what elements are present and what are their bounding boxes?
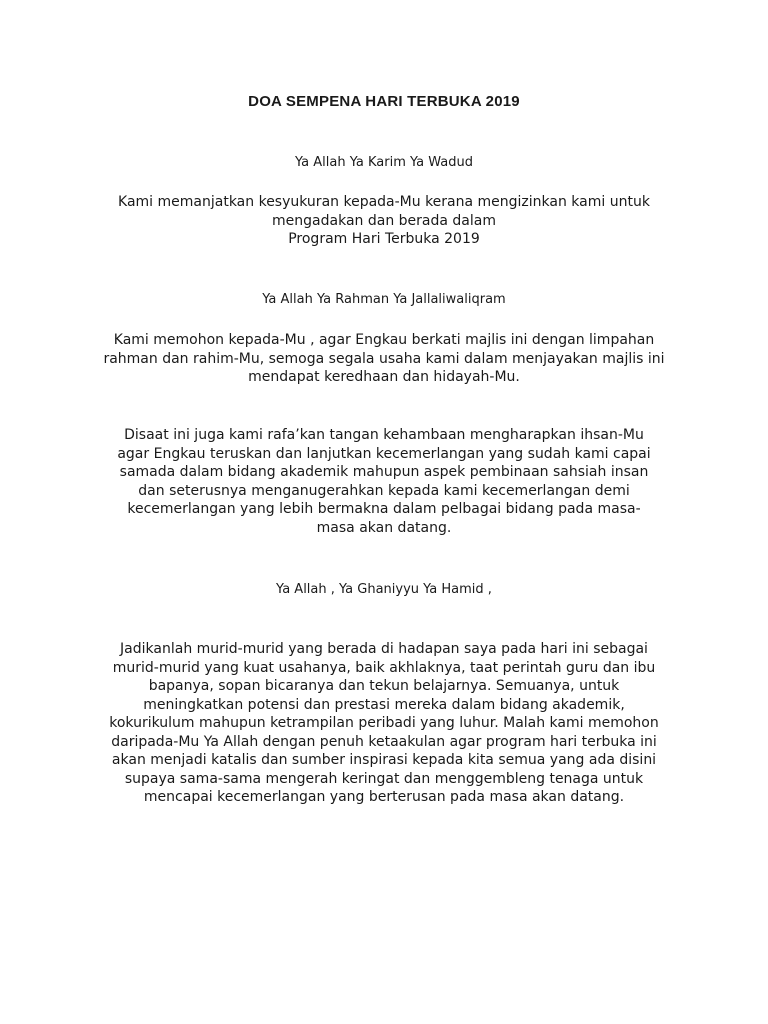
- paragraph-4-line: supaya sama-sama mengerah keringat dan menggembleng tenaga untuk: [124, 770, 644, 787]
- paragraph-3-line: kecemerlangan yang lebih bermakna dalam pelbagai bidang pada masa-: [127, 501, 641, 517]
- paragraph-2-line: mendapat keredhaan dan hidayah-Mu.: [248, 369, 520, 385]
- invocation-2: Ya Allah Ya Rahman Ya Jallaliwaliqram: [262, 292, 506, 307]
- paragraph-2: [84, 331, 684, 387]
- paragraph-4-line: mencapai kecemerlangan yang berterusan pada masa akan datang.: [143, 789, 625, 805]
- paragraph-3-line: dan seterusnya menganugerahkan kepada kami kecemerlangan demi: [138, 482, 630, 499]
- paragraph-1-line: Program Hari Terbuka 2019: [288, 231, 480, 247]
- document-title: DOA SEMPENA HARI TERBUKA 2019: [248, 93, 520, 110]
- paragraph-2-line: rahman dan rahim-Mu, semoga segala usaha kami dalam menjayakan majlis ini: [103, 350, 665, 367]
- paragraph-2-line: Kami memohon kepada-Mu , agar Engkau berkati majlis ini dengan limpahan: [113, 332, 655, 348]
- paragraph-4-line: Jadikanlah murid-murid yang berada di hadapan saya pada hari ini sebagai: [120, 641, 648, 657]
- paragraph-4: [84, 640, 684, 807]
- paragraph-3-line: samada dalam bidang akademik mahupun aspek pembinaan sahsiah insan: [119, 464, 649, 480]
- paragraph-1: [84, 193, 684, 249]
- paragraph-1-line: Kami memanjatkan kesyukuran kepada-Mu kerana mengizinkan kami untuk: [118, 194, 650, 210]
- paragraph-3-line: masa akan datang.: [316, 519, 452, 536]
- paragraph-4-line: bapanya, sopan bicaranya dan tekun belajarnya. Semuanya, untuk: [148, 678, 620, 694]
- paragraph-4-line: murid-murid yang kuat usahanya, baik akhlaknya, taat perintah guru dan ibu: [112, 659, 656, 676]
- invocation-1: Ya Allah Ya Karim Ya Wadud: [295, 155, 473, 170]
- paragraph-3-line: Disaat ini juga kami rafa’kan tangan kehambaan mengharapkan ihsan-Mu: [124, 427, 644, 443]
- paragraph-3-line: agar Engkau teruskan dan lanjutkan kecemerlangan yang sudah kami capai: [117, 445, 651, 462]
- paragraph-4-line: daripada-Mu Ya Allah dengan penuh ketaakulan agar program hari terbuka ini: [111, 733, 657, 750]
- paragraph-4-line: meningkatkan potensi dan prestasi mereka dalam bidang akademik,: [143, 696, 625, 713]
- paragraph-4-line: akan menjadi katalis dan sumber inspirasi kepada kita semua yang ada disini: [111, 752, 657, 768]
- invocation-3: Ya Allah , Ya Ghaniyyu Ya Hamid ,: [276, 582, 492, 597]
- paragraph-4-line: kokurikulum mahupun ketrampilan peribadi yang luhur. Malah kami memohon: [109, 715, 659, 731]
- paragraph-1-line: mengadakan dan berada dalam: [272, 212, 496, 229]
- paragraph-3: [84, 426, 684, 537]
